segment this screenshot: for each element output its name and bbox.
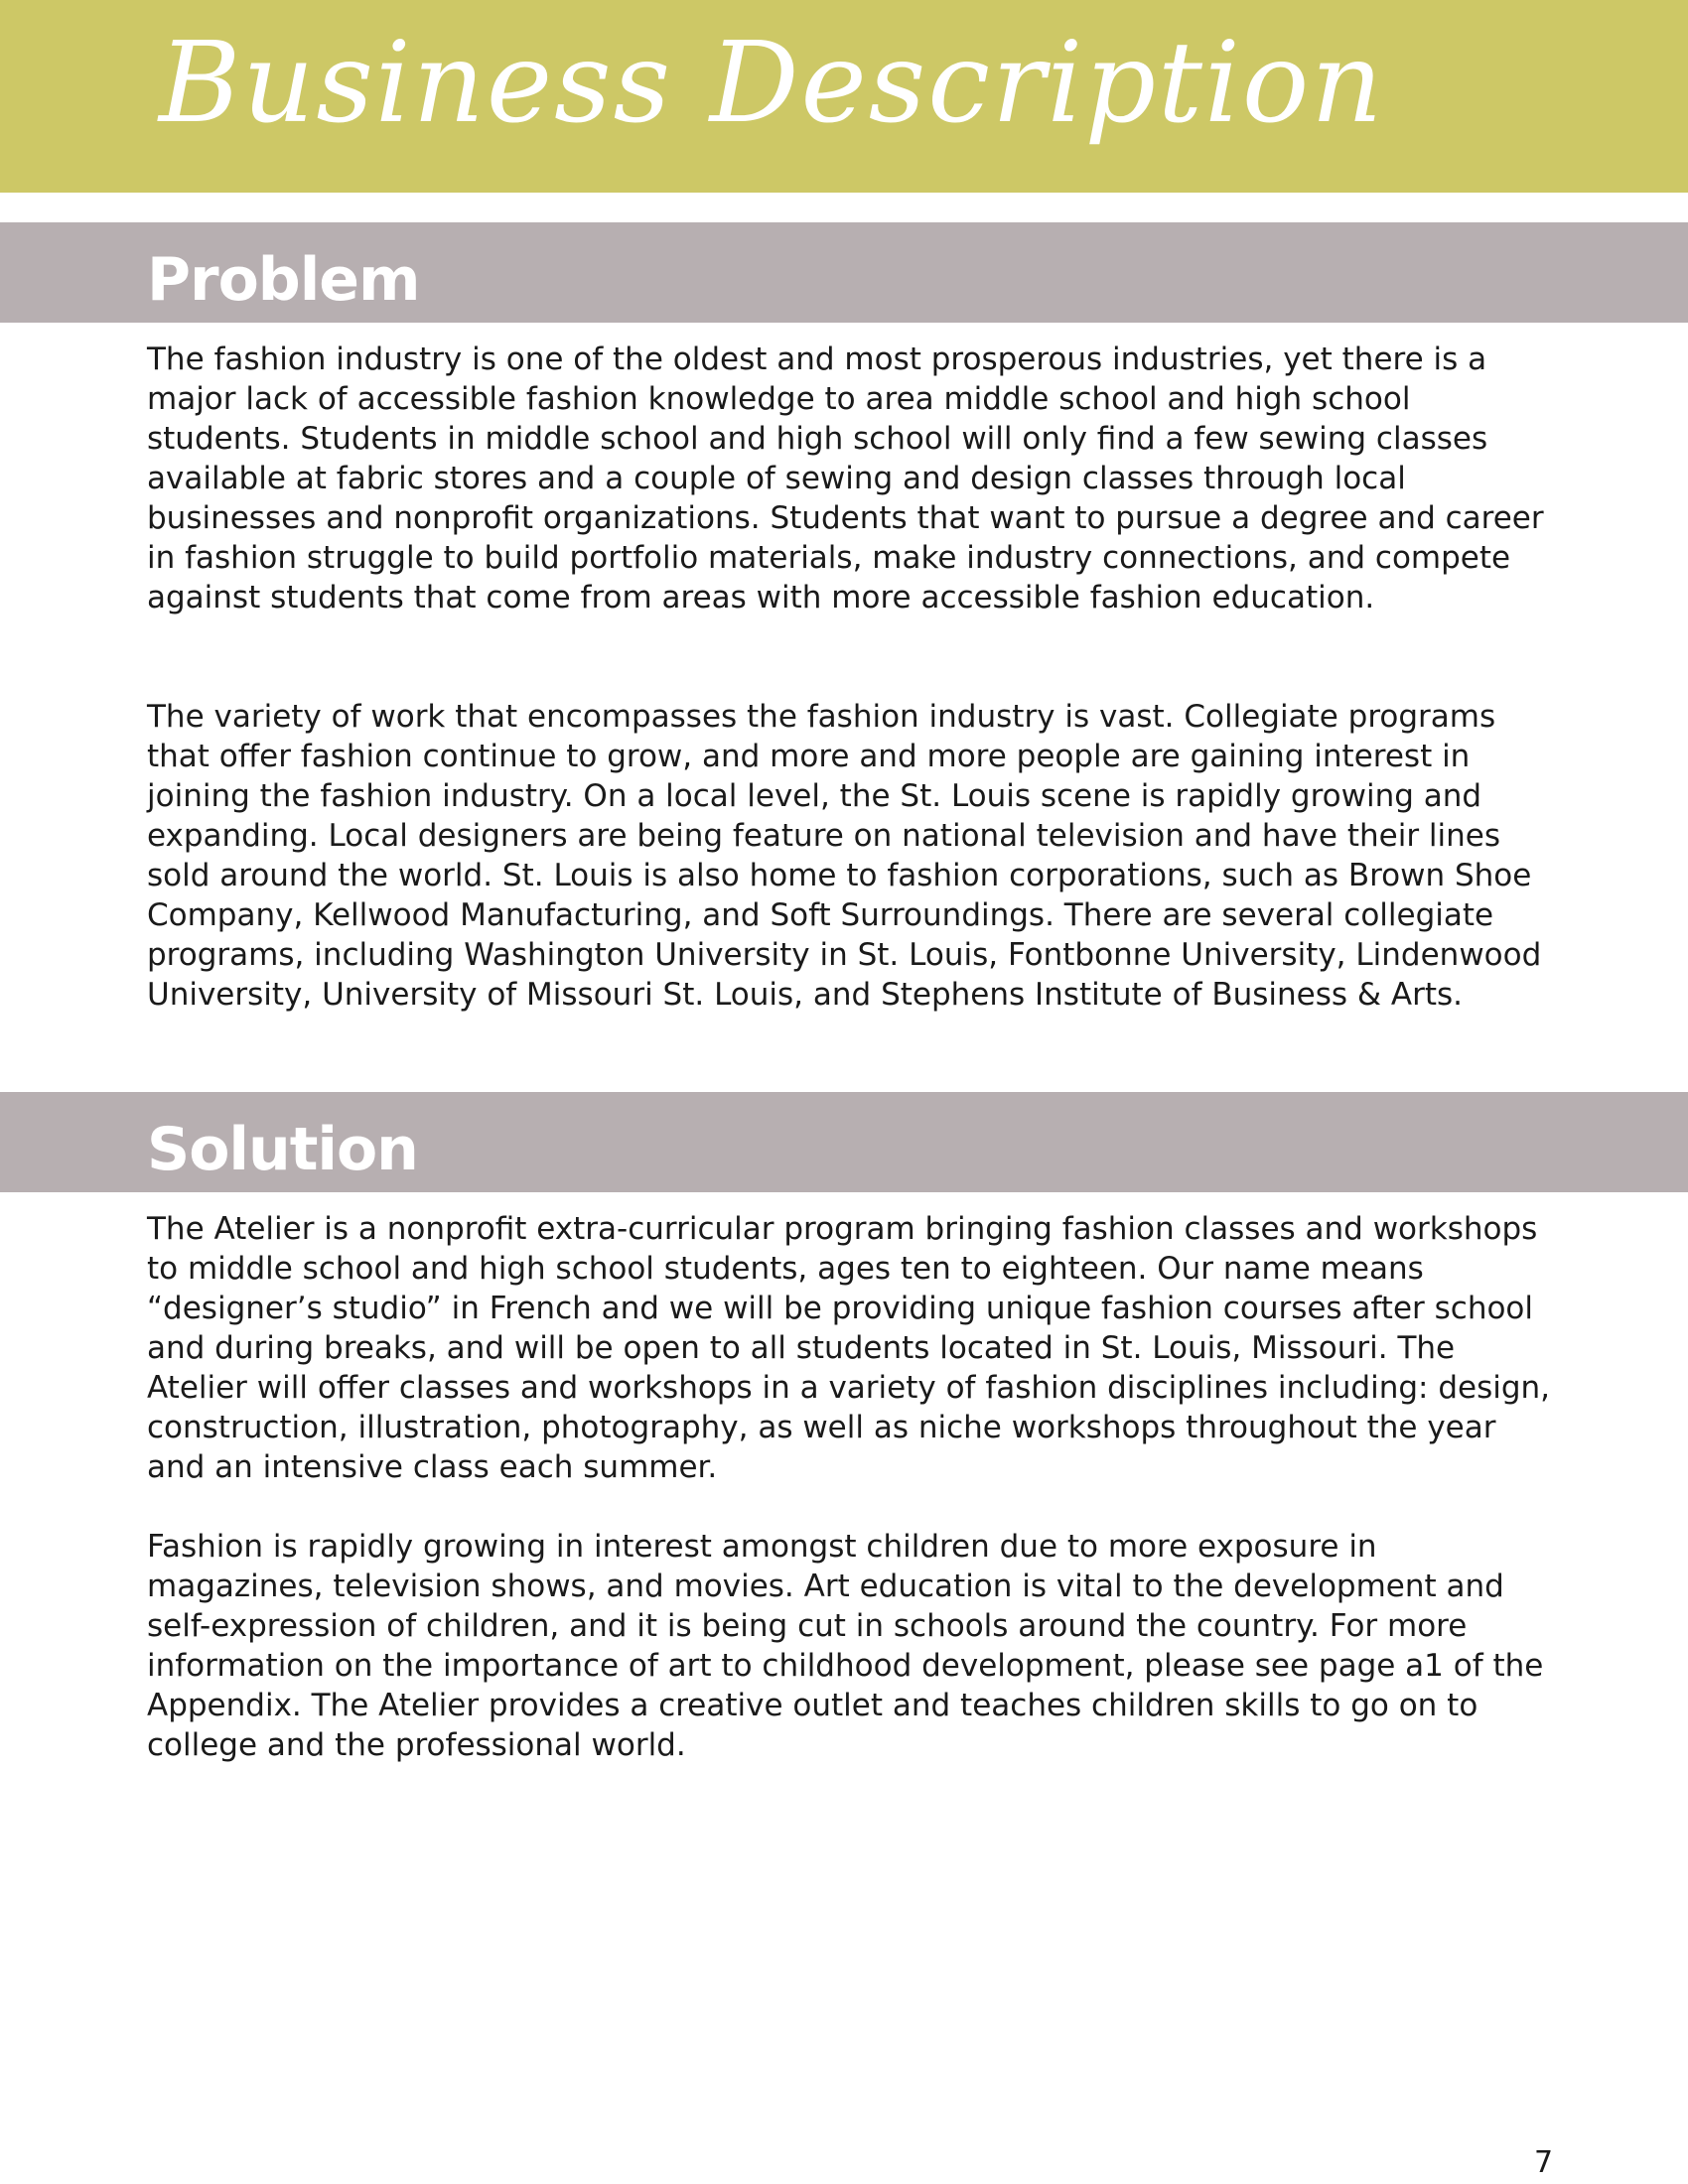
problem-heading: Problem [147, 245, 420, 315]
solution-paragraph-1: The Atelier is a nonprofit extra-curricular program bringing fashion classes and workshops to middle school and high school students, ages ten to eighteen. Our name means “designer’s studio” in French and we will be providing unique fashion courses after school and during breaks, and will be open to all students located in St. Louis, Missouri. The Atelier will offer classes and workshops in a variety of fashion disciplines including: design, construction, illustration, photography, as well as niche workshops throughout the year and an intensive class each summer. [147, 1211, 1551, 1485]
page-number: 7 [1534, 2145, 1554, 2180]
problem-paragraph-1: The fashion industry is one of the oldest and most prosperous industries, yet there is a major lack of accessible fashion knowledge to area middle school and high school students. Students in middle school and high school will only find a few sewing classes available at fabric stores and a couple of sewing and design classes through local businesses and nonprofit organizations. Students that want to pursue a degree and career in fashion struggle to build portfolio materials, make industry connections, and compete against students that come from areas with more accessible fashion education. [147, 341, 1544, 615]
problem-paragraph-2: The variety of work that encompasses the fashion industry is vast. Collegiate programs that offer fashion continue to grow, and more and more people are gaining interest in joining the fashion industry. On a local level, the St. Louis scene is rapidly growing and expanding. Local designers are being feature on national television and have their lines sold around the world. St. Louis is also home to fashion corporations, such as Brown Shoe Company, Kellwood Manufacturing, and Soft Surroundings. There are several collegiate programs, including Washington University in St. Louis, Fontbonne University, Lindenwood University, University of Missouri St. Louis, and Stephens Institute of Business & Arts. [147, 699, 1542, 1013]
page-title: Business Description [159, 19, 1385, 148]
header-banner [0, 0, 1688, 193]
solution-paragraph-2: Fashion is rapidly growing in interest amongst children due to more exposure in magazines, television shows, and movies. Art education is vital to the development and self-expression of children, and it is being cut in schools around the country. For more information on the importance of art to childhood development, please see page a1 of the Appendix. The Atelier provides a creative outlet and teaches children skills to go on to college and the professional world. [147, 1529, 1544, 1763]
solution-heading: Solution [147, 1115, 418, 1184]
